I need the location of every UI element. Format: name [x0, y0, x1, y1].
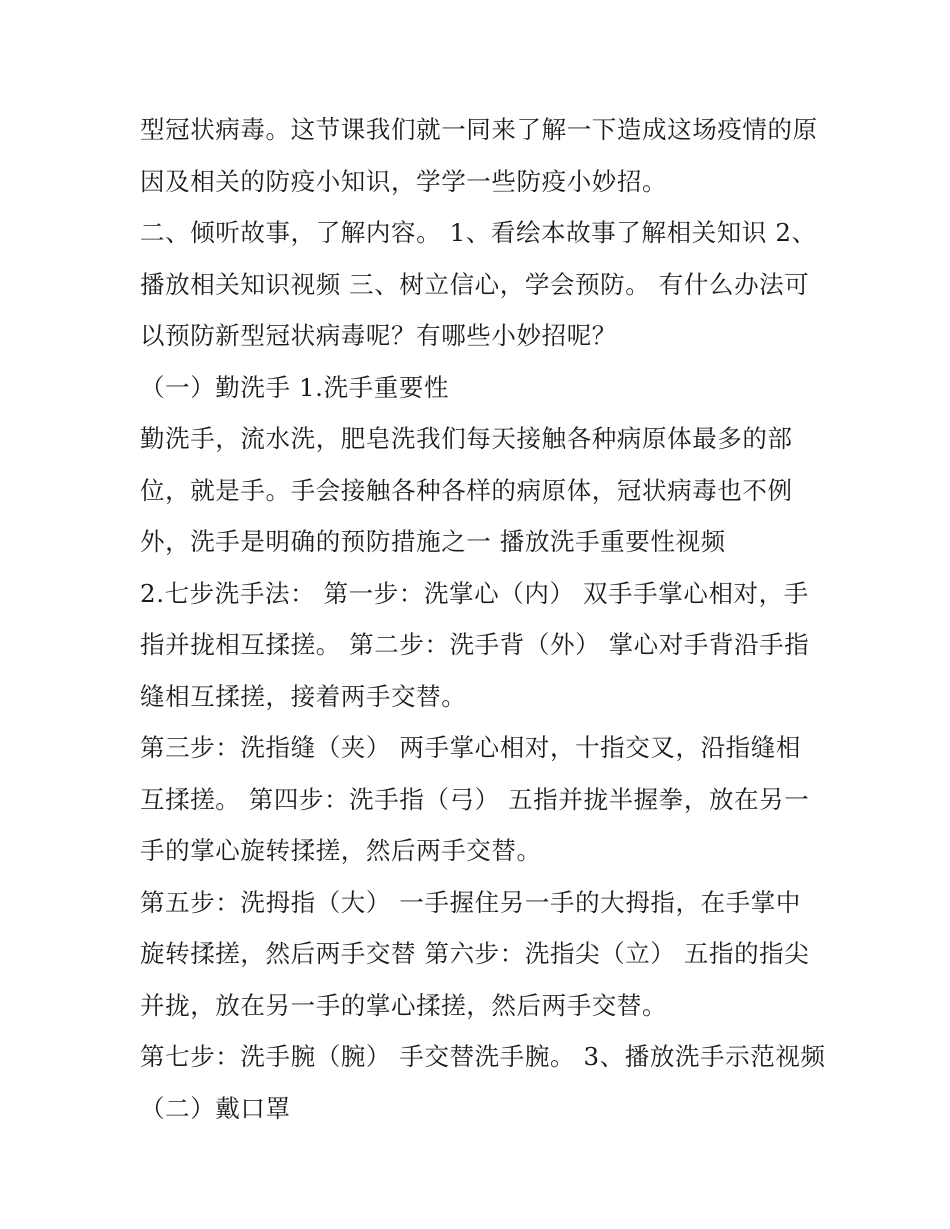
text-line: 勤洗手，流水洗，肥皂洗我们每天接触各种病原体最多的部 — [140, 424, 793, 453]
text-line: 播放相关知识视频 三、树立信心，学会预防。 有什么办法可 — [140, 269, 810, 299]
text-line: 第五步：洗拇指（大） 一手握住另一手的大拇指，在手掌中 — [140, 887, 801, 917]
text-line: 因及相关的防疫小知识，学学一些防疫小妙招。 — [140, 166, 668, 196]
text-line: 指并拢相互揉搓。 第二步：洗手背（外） 掌心对手背沿手指 — [140, 630, 810, 659]
text-line: 型冠状病毒。这节课我们就一同来了解一下造成这场疫情的原 — [140, 115, 818, 144]
text-line: 互揉搓。 第四步：洗手指（弓） 五指并拢半握拳，放在另一 — [140, 784, 810, 814]
text-line: 第三步：洗指缝（夹） 两手掌心相对，十指交叉，沿指缝相 — [140, 733, 801, 762]
section-heading: （二）戴口罩 — [140, 1093, 291, 1123]
section-heading: （一）勤洗手 1.洗手重要性 — [140, 372, 450, 402]
text-line: 缝相互揉搓，接着两手交替。 — [140, 681, 467, 711]
text-line: 并拢，放在另一手的掌心揉搓，然后两手交替。 — [140, 990, 668, 1020]
text-line: 以预防新型冠状病毒呢？有哪些小妙招呢？ — [140, 321, 617, 350]
text-line: 手的掌心旋转揉搓，然后两手交替。 — [140, 836, 542, 865]
text-line: 2.七步洗手法： 第一步：洗掌心（内） 双手手掌心相对，手 — [140, 578, 809, 608]
text-line: 外，洗手是明确的预防措施之一 播放洗手重要性视频 — [140, 527, 726, 556]
document-body — [140, 104, 826, 1134]
text-line: 第七步：洗手腕（腕） 手交替洗手腕。 3、播放洗手示范视频 — [140, 1042, 826, 1071]
text-line: 二、倾听故事，了解内容。 1、看绘本故事了解相关知识 2、 — [140, 218, 817, 247]
text-line: 位，就是手。手会接触各种各样的病原体，冠状病毒也不例 — [140, 475, 793, 505]
text-line: 旋转揉搓，然后两手交替 第六步：洗指尖（立） 五指的指尖 — [140, 939, 810, 968]
